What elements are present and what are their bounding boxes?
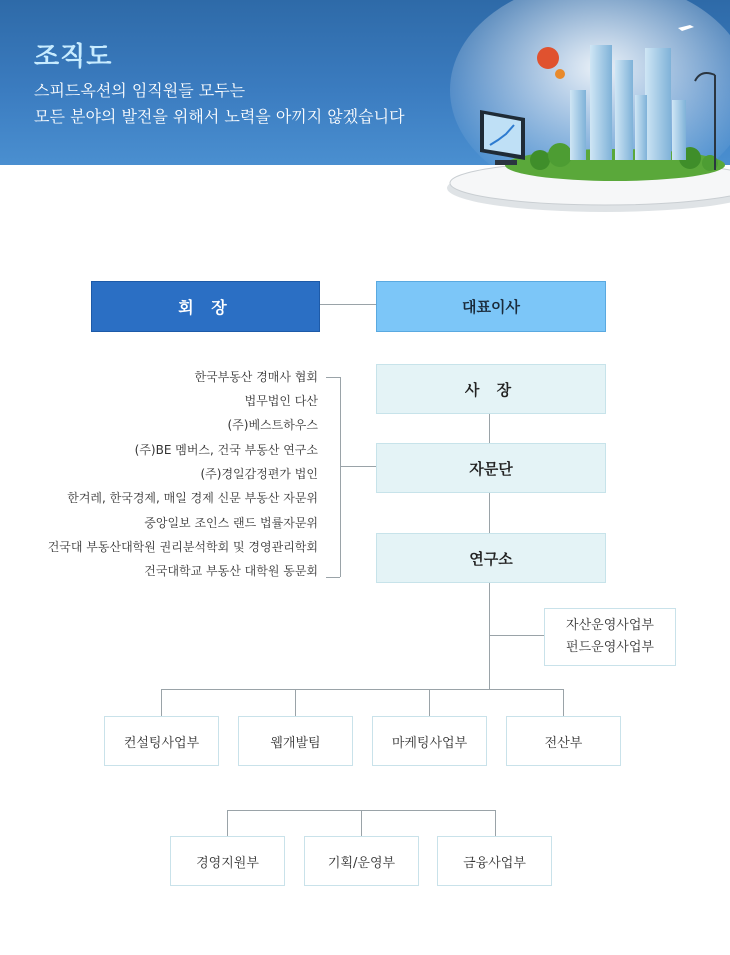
institute-box: 연구소 [376,533,606,583]
banner-text-line-2: 모든 분야의 발전을 위해서 노력을 아끼지 않겠습니다 [34,107,405,126]
advisor-item: 건국대학교 부동산 대학원 동문회 [144,564,318,578]
asset-operations-item: 자산운영사업부 [566,618,654,633]
department-box-finance: 금융사업부 [437,836,552,886]
connector-row1-drop-3 [429,689,430,716]
president-box: 사 장 [376,364,606,414]
connector-row2-drop-1 [227,810,228,836]
connector-row1-drop-2 [295,689,296,716]
advisory-box: 자문단 [376,443,606,493]
department-box-it: 전산부 [506,716,621,766]
advisor-item: (주)BE 멤버스, 건국 부동산 연구소 [134,443,318,457]
advisors-list [20,368,318,586]
department-box-consulting: 컨설팅사업부 [104,716,219,766]
page-title: 조직도 [34,42,113,72]
connector-advisory-institute [489,493,490,533]
department-box-web-dev: 웹개발팀 [238,716,353,766]
advisor-item: 법무법인 다산 [244,394,318,408]
advisor-item: 한겨레, 한국경제, 매일 경제 신문 부동산 자문위 [67,491,318,505]
connector-bracket-advisory [340,466,376,467]
asset-operations-box [544,608,676,666]
connector-row2-drop-3 [495,810,496,836]
advisor-item: 한국부동산 경매사 협회 [194,370,318,384]
connector-president-advisory [489,414,490,443]
connector-institute-assetops [489,635,544,636]
city-illustration [440,0,730,215]
ceo-box: 대표이사 [376,281,606,332]
chairman-box: 회 장 [91,281,320,332]
department-box-planning-operations: 기획/운영부 [304,836,419,886]
advisors-bracket-bottom [326,577,340,578]
connector-chairman-ceo [320,304,376,305]
department-box-management-support: 경영지원부 [170,836,285,886]
fund-operations-item: 펀드운영사업부 [566,640,654,655]
connector-institute-trunk [489,583,490,689]
advisors-bracket-top [326,377,340,378]
department-box-marketing: 마케팅사업부 [372,716,487,766]
advisor-item: (주)베스트하우스 [227,418,318,432]
advisor-item: 중앙일보 조인스 랜드 법률자문위 [144,516,318,530]
connector-row1-drop-1 [161,689,162,716]
advisors-bracket-vertical [340,377,341,577]
connector-row1-horizontal [161,689,563,690]
advisor-item: (주)경일감정편가 법인 [200,467,318,481]
connector-row1-drop-4 [563,689,564,716]
connector-row2-drop-2 [361,810,362,836]
banner-text-line-1: 스피드옥션의 임직원들 모두는 [34,81,246,100]
advisor-item: 건국대 부동산대학원 권리분석학회 및 경영관리학회 [47,540,318,554]
